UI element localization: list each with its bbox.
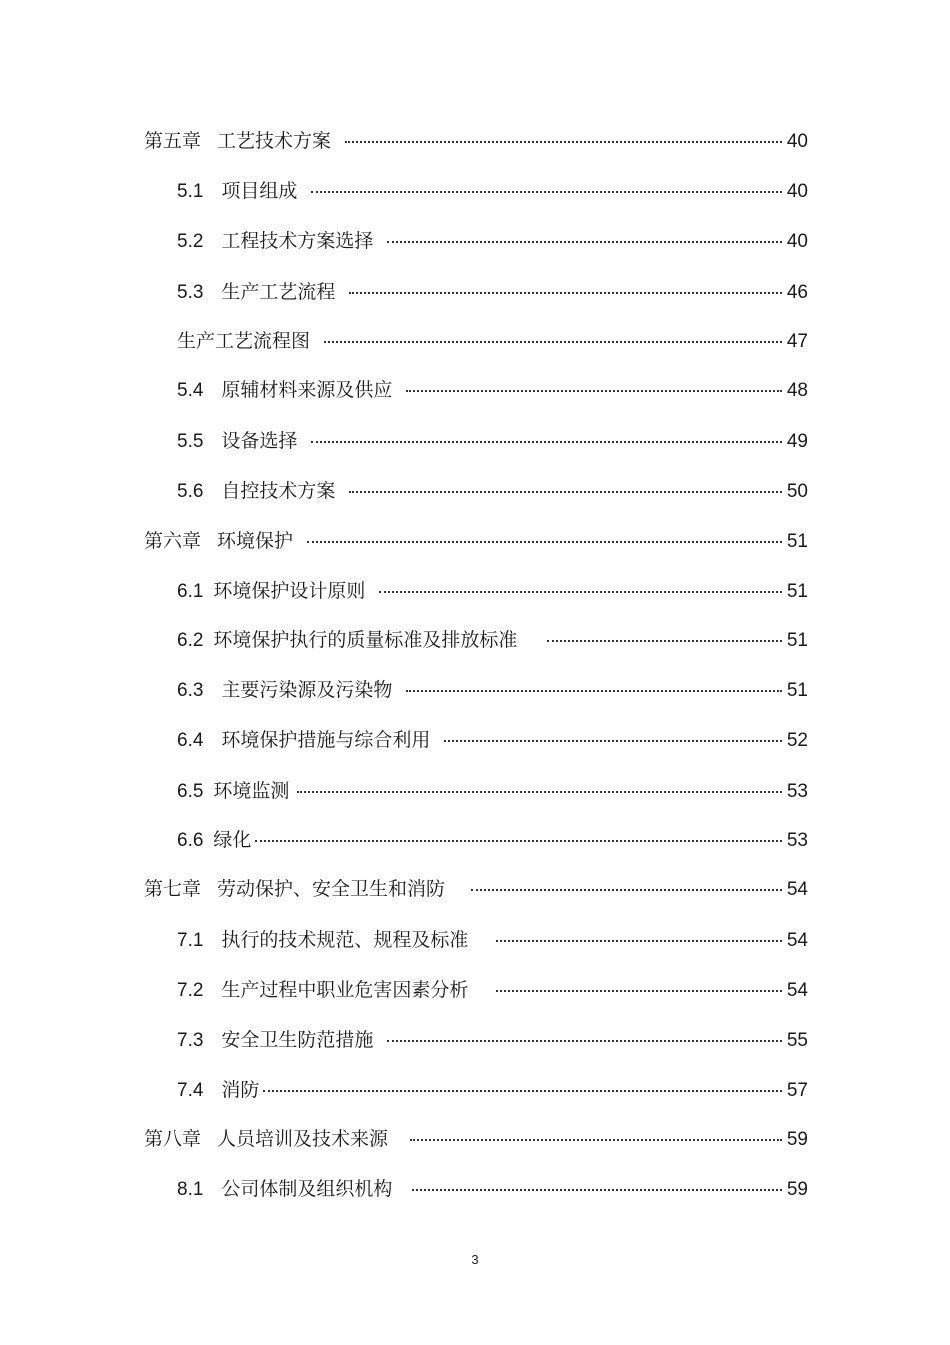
toc-entry[interactable] [177,375,808,405]
toc-entry[interactable] [177,277,808,307]
toc-entry[interactable] [177,1075,808,1105]
toc-entry-page: 40 [786,231,808,252]
toc-entry[interactable] [177,776,808,806]
page-number: 3 [471,1252,479,1267]
toc-entry-page: 40 [786,181,808,202]
toc-entry-number: 7.1 [177,930,204,951]
toc-leader-dots [345,141,782,143]
toc-leader-dots [324,341,782,343]
toc-entry-number: 6.1 [177,581,204,602]
toc-leader-dots [406,390,782,392]
toc-leader-dots [547,640,782,642]
toc-entry[interactable] [177,975,808,1005]
toc-entry-number: 第七章 [144,879,202,900]
toc-entry-page: 53 [786,830,808,851]
toc-entry-title: 消防 [221,1079,260,1101]
toc-entry-title: 环境监测 [213,780,290,802]
toc-entry-page: 46 [786,282,808,303]
toc-entry-title: 设备选择 [221,430,298,452]
toc-entry[interactable] [177,326,808,356]
toc-entry-number: 第八章 [144,1129,202,1150]
toc-entry-page: 49 [786,431,808,452]
toc-entry-number: 5.6 [177,481,204,502]
toc-leader-dots [496,990,782,992]
toc-entry[interactable] [177,176,808,206]
toc-entry-page: 50 [786,481,808,502]
toc-leader-dots [406,690,782,692]
toc-leader-dots [496,940,782,942]
toc-entry-title: 生产工艺流程 [221,281,336,303]
toc-entry[interactable] [177,675,808,705]
toc-entry-title: 环境保护 [217,530,294,552]
toc-entry-number: 8.1 [177,1179,204,1200]
toc-entry-page: 51 [786,581,808,602]
toc-entry-number: 第五章 [144,131,202,152]
toc-entry-number: 6.3 [177,680,204,701]
toc-entry-number: 7.2 [177,980,204,1001]
toc-entry-number: 5.5 [177,431,204,452]
toc-entry[interactable] [177,226,808,256]
toc-entry-number: 7.4 [177,1080,204,1101]
toc-leader-dots [311,191,782,193]
toc-entry-title: 人员培训及技术来源 [217,1128,389,1150]
toc-entry-title: 项目组成 [221,180,298,202]
toc-entry[interactable] [177,576,808,606]
toc-entry-page: 54 [786,930,808,951]
toc-entry-page: 59 [786,1129,808,1150]
toc-entry-page: 51 [786,680,808,701]
toc-entry-page: 51 [786,531,808,552]
toc-entry-page: 40 [786,131,808,152]
toc-leader-dots [471,889,782,891]
toc-entry-title: 原辅材料来源及供应 [221,379,393,401]
toc-leader-dots [387,241,782,243]
toc-entry-title: 自控技术方案 [221,480,336,502]
toc-entry-title: 工程技术方案选择 [221,230,374,252]
toc-entry-number: 5.4 [177,380,204,401]
toc-entry-page: 48 [786,380,808,401]
toc-entry-title: 生产过程中职业危害因素分析 [221,979,469,1001]
toc-entry[interactable] [144,526,808,556]
toc-entry-page: 59 [786,1179,808,1200]
toc-entry[interactable] [177,1025,808,1055]
toc-leader-dots [410,1139,782,1141]
toc-entry-title: 执行的技术规范、规程及标准 [221,929,469,951]
toc-entry-title: 环境保护执行的质量标准及排放标准 [213,629,518,651]
toc-entry[interactable] [144,1124,808,1154]
toc-entry-title: 环境保护设计原则 [213,580,366,602]
toc-entry-title: 主要污染源及污染物 [221,679,393,701]
toc-entry-title: 劳动保护、安全卫生和消防 [217,878,446,900]
toc-entry[interactable] [177,1174,808,1204]
toc-entry-number: 第六章 [144,531,202,552]
toc-entry-title: 工艺技术方案 [217,130,332,152]
toc-entry-number: 5.2 [177,231,204,252]
toc-entry[interactable] [144,126,808,156]
toc-entry-page: 47 [786,331,808,352]
toc-entry[interactable] [177,625,808,655]
toc-entry-title: 生产工艺流程图 [177,330,311,352]
toc-entry-title: 环境保护措施与综合利用 [221,729,431,751]
toc-entry[interactable] [177,925,808,955]
toc-entry-number: 6.6 [177,830,204,851]
toc-entry-page: 54 [786,980,808,1001]
toc-leader-dots [311,441,782,443]
toc-leader-dots [307,541,782,543]
toc-entry-page: 54 [786,879,808,900]
toc-entry-page: 53 [786,781,808,802]
toc-leader-dots [444,740,782,742]
toc-entry[interactable] [177,476,808,506]
toc-entry-page: 51 [786,630,808,651]
toc-entry-page: 57 [786,1080,808,1101]
toc-entry[interactable] [144,874,808,904]
toc-entry-title: 公司体制及组织机构 [221,1178,393,1200]
toc-entry-number: 6.2 [177,630,204,651]
toc-entry-number: 6.5 [177,781,204,802]
toc-leader-dots [387,1040,782,1042]
toc-entry-number: 5.1 [177,181,204,202]
toc-leader-dots [412,1189,782,1191]
toc-entry[interactable] [177,426,808,456]
toc-entry-title: 绿化 [213,829,252,851]
toc-entry-title: 安全卫生防范措施 [221,1029,374,1051]
toc-leader-dots [297,791,782,793]
toc-entry-page: 52 [786,730,808,751]
toc-leader-dots [379,591,782,593]
toc-leader-dots [255,840,782,842]
toc-leader-dots [349,491,782,493]
toc-entry[interactable] [177,725,808,755]
toc-entry-page: 55 [786,1030,808,1051]
toc-entry-number: 7.3 [177,1030,204,1051]
toc-entry-number: 6.4 [177,730,204,751]
toc-entry[interactable] [177,825,808,855]
toc-leader-dots [263,1090,782,1092]
toc-entry-number: 5.3 [177,282,204,303]
toc-leader-dots [349,292,782,294]
